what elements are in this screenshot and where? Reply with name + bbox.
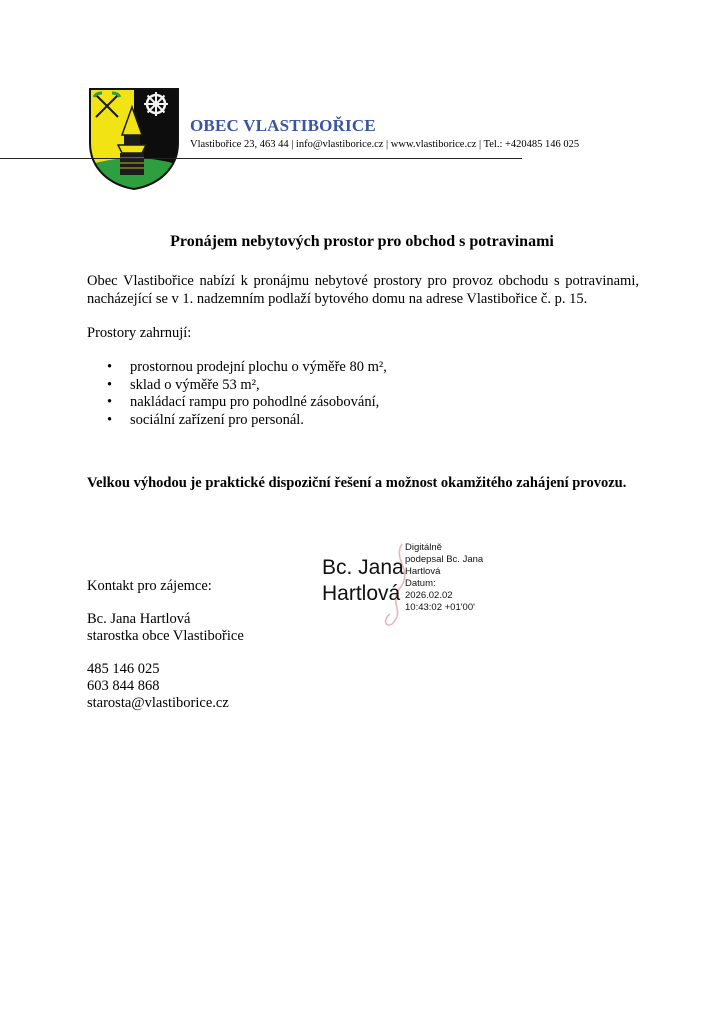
contact-phone-2: 603 844 868 (87, 678, 160, 694)
contact-email: starosta@vlastiborice.cz (87, 695, 229, 711)
bullet-icon: • (107, 411, 113, 428)
municipality-name: OBEC VLASTIBOŘICE (190, 116, 376, 135)
list-item: • prostornou prodejní plochu o výměře 80 m², (107, 359, 387, 375)
intro-line-1: Obec Vlastibořice nabízí k pronájmu nebytové prostory pro provoz obchodu s potravinami, (87, 273, 639, 289)
list-item: • sklad o výměře 53 m², (107, 376, 260, 393)
premises-heading: Prostory zahrnují: (87, 325, 192, 341)
contact-name: Bc. Jana Hartlová (87, 611, 191, 627)
contact-heading: Kontakt pro zájemce: (87, 578, 212, 594)
document-title: Pronájem nebytových prostor pro obchod s potravinami (170, 233, 554, 250)
list-item: • nakládací rampu pro pohodlné zásobování, (107, 394, 380, 410)
signature-name-line-1: Bc. Jana (322, 556, 404, 579)
intro-line-2: nacházející se v 1. nadzemním podlaží bytového domu na adrese Vlastibořice č. p. 15. (87, 291, 588, 307)
digital-signature (322, 540, 522, 630)
intro-paragraph (87, 272, 639, 308)
signature-details: Digitálně podepsal Bc. Jana Hartlová Datum: 2026.02.02 10:43:02 +01'00' (405, 542, 484, 613)
bullet-icon: • (107, 376, 113, 393)
contact-phone-1: 485 146 025 (87, 661, 160, 677)
bullet-icon: • (107, 394, 113, 410)
contact-role: starostka obce Vlastibořice (87, 628, 244, 644)
municipal-crest-icon (88, 87, 180, 191)
highlight-statement: Velkou výhodou je praktické dispoziční řešení a možnost okamžitého zahájení provozu. (87, 475, 627, 491)
bullet-icon: • (107, 359, 113, 375)
list-item: • sociální zařízení pro personál. (107, 411, 304, 428)
municipality-contacts: Vlastibořice 23, 463 44 | info@vlastiborice.cz | www.vlastiborice.cz | Tel.: +420485 146 025 (190, 139, 580, 150)
features-list (87, 359, 387, 429)
signature-name-line-2: Hartlová (322, 582, 401, 605)
header-divider (0, 158, 522, 159)
